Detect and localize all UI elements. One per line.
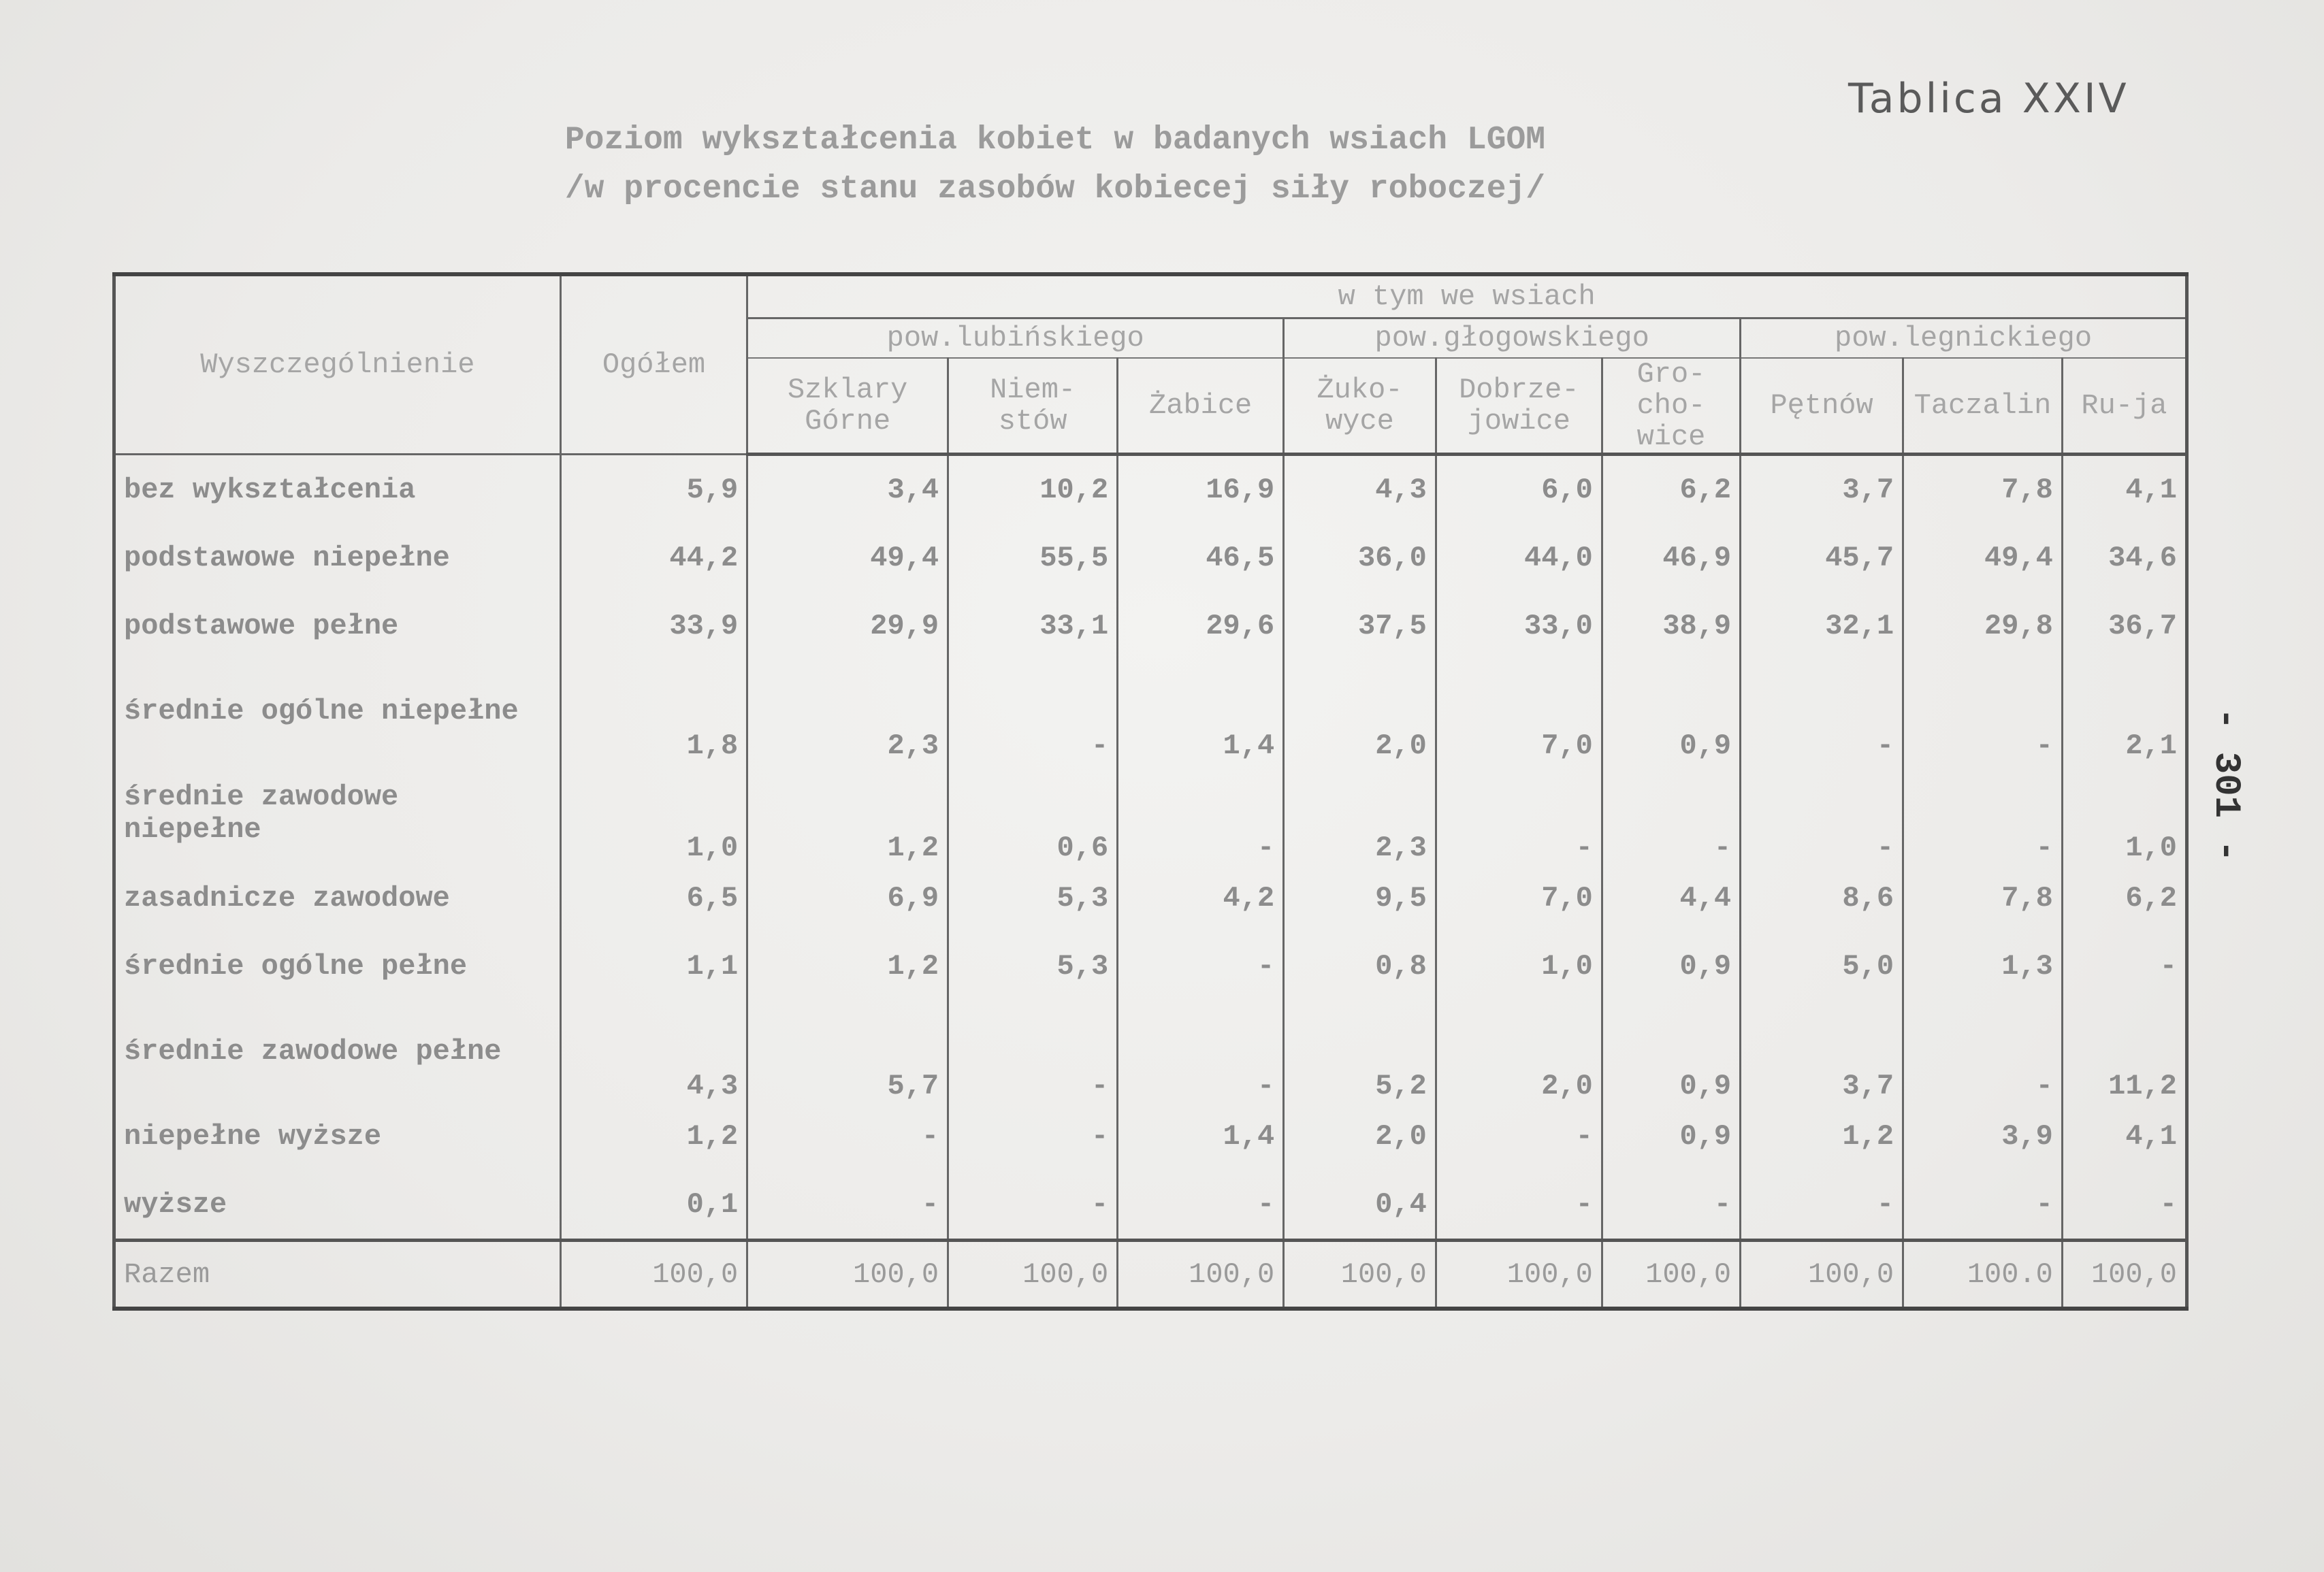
table-cell: 1,0 — [2062, 762, 2186, 864]
row-label: bez wykształcenia — [114, 455, 561, 525]
table-row — [114, 864, 2187, 932]
table-cell: 6,5 — [560, 864, 747, 932]
header-label-col: Wyszczególnienie — [114, 274, 561, 455]
table-row — [114, 1170, 2187, 1241]
header-village: Ru-ja — [2062, 358, 2186, 455]
table-cell: 8,6 — [1741, 864, 1903, 932]
table-cell: 33,1 — [948, 592, 1118, 660]
total-cell: 100,0 — [948, 1241, 1118, 1309]
education-table — [112, 272, 2189, 1311]
table-cell: 7,8 — [1903, 455, 2063, 525]
table-cell: 29,8 — [1903, 592, 2063, 660]
table-cell: 1,2 — [747, 762, 948, 864]
table-cell: 3,9 — [1903, 1102, 2063, 1170]
table-cell: 4,4 — [1602, 864, 1740, 932]
table-row — [114, 1000, 2187, 1102]
table-cell: - — [2062, 932, 2186, 1000]
table-cell: 1,0 — [560, 762, 747, 864]
table-cell: 6,2 — [1602, 455, 1740, 525]
table-cell: 1,2 — [1741, 1102, 1903, 1170]
table-body — [114, 455, 2187, 1309]
table-row — [114, 660, 2187, 762]
table-cell: 6,0 — [1436, 455, 1602, 525]
table-cell: - — [1118, 1000, 1284, 1102]
table-cell: - — [1741, 762, 1903, 864]
table-cell: - — [948, 1000, 1118, 1102]
table-cell: 4,3 — [560, 1000, 747, 1102]
table-cell: 36,0 — [1284, 524, 1436, 592]
table-row — [114, 1102, 2187, 1170]
table-cell: - — [1741, 1170, 1903, 1241]
table-row — [114, 592, 2187, 660]
row-label: wyższe — [114, 1170, 561, 1241]
table-cell: 44,2 — [560, 524, 747, 592]
row-label: niepełne wyższe — [114, 1102, 561, 1170]
table-cell: - — [1903, 660, 2063, 762]
table-cell: 33,0 — [1436, 592, 1602, 660]
header-village: Żuko-wyce — [1284, 358, 1436, 455]
row-label: średnie zawodowe pełne — [114, 1000, 561, 1102]
row-label: zasadnicze zawodowe — [114, 864, 561, 932]
row-label: średnie zawodowe niepełne — [114, 762, 561, 864]
total-cell: 100.0 — [1903, 1241, 2063, 1309]
table-cell: - — [2062, 1170, 2186, 1241]
table-cell: 55,5 — [948, 524, 1118, 592]
table-cell: 29,9 — [747, 592, 948, 660]
table-cell: 1,3 — [1903, 932, 2063, 1000]
table-cell: - — [1903, 1170, 2063, 1241]
table-cell: 45,7 — [1741, 524, 1903, 592]
table-cell: 36,7 — [2062, 592, 2186, 660]
header-district-lubin: pow.lubińskiego — [747, 318, 1284, 359]
table-cell: 4,2 — [1118, 864, 1284, 932]
table-cell: 5,0 — [1741, 932, 1903, 1000]
table-cell: 49,4 — [1903, 524, 2063, 592]
table-cell: 1,2 — [747, 932, 948, 1000]
header-row-group — [114, 274, 2187, 318]
table-cell: 0,4 — [1284, 1170, 1436, 1241]
table-cell: 4,1 — [2062, 1102, 2186, 1170]
title-line-1: Poziom wykształcenia kobiet w badanych wsiach LGOM — [564, 122, 1546, 159]
table-cell: 32,1 — [1741, 592, 1903, 660]
table-cell: 3,7 — [1741, 1000, 1903, 1102]
header-total-col: Ogółem — [560, 274, 747, 455]
table-cell: - — [1602, 762, 1740, 864]
table-cell: 4,1 — [2062, 455, 2186, 525]
header-village: Taczalin — [1903, 358, 2063, 455]
table-cell: - — [1903, 1000, 2063, 1102]
table-cell: - — [1436, 1170, 1602, 1241]
total-cell: 100,0 — [1284, 1241, 1436, 1309]
table-cell: 29,6 — [1118, 592, 1284, 660]
table-cell: 1,1 — [560, 932, 747, 1000]
table-cell: - — [1118, 932, 1284, 1000]
table-cell: - — [1741, 660, 1903, 762]
table-cell: 1,2 — [560, 1102, 747, 1170]
table-cell: 5,3 — [948, 932, 1118, 1000]
table-cell: - — [1118, 762, 1284, 864]
table-cell: 10,2 — [948, 455, 1118, 525]
table-cell: 2,1 — [2062, 660, 2186, 762]
table-cell: 11,2 — [2062, 1000, 2186, 1102]
table-cell: 37,5 — [1284, 592, 1436, 660]
page-number: - 301 - — [2205, 708, 2246, 862]
table-number-label: Tablica XXIV — [1848, 75, 2129, 122]
table-cell: 0,6 — [948, 762, 1118, 864]
header-village: Niem-stów — [948, 358, 1118, 455]
table-cell: - — [747, 1170, 948, 1241]
table-cell: 5,2 — [1284, 1000, 1436, 1102]
table-cell: 0,9 — [1602, 660, 1740, 762]
table-cell: 34,6 — [2062, 524, 2186, 592]
table-cell: - — [747, 1102, 948, 1170]
table-cell: 7,8 — [1903, 864, 2063, 932]
table-cell: 0,9 — [1602, 1102, 1740, 1170]
total-cell: 100,0 — [1118, 1241, 1284, 1309]
total-cell: 100,0 — [1602, 1241, 1740, 1309]
table-cell: 1,4 — [1118, 1102, 1284, 1170]
row-label: podstawowe niepełne — [114, 524, 561, 592]
table-cell: 0,8 — [1284, 932, 1436, 1000]
table-cell: 0,1 — [560, 1170, 747, 1241]
total-cell: 100,0 — [560, 1241, 747, 1309]
total-label: Razem — [114, 1241, 561, 1309]
table-cell: 2,3 — [747, 660, 948, 762]
total-cell: 100,0 — [2062, 1241, 2186, 1309]
table-title — [477, 116, 1634, 214]
table-cell: 0,9 — [1602, 1000, 1740, 1102]
header-village: Gro-cho-wice — [1602, 358, 1740, 455]
table-cell: 2,0 — [1284, 1102, 1436, 1170]
table-cell: 0,9 — [1602, 932, 1740, 1000]
table-cell: 2,3 — [1284, 762, 1436, 864]
table-cell: 4,3 — [1284, 455, 1436, 525]
table-cell: 6,9 — [747, 864, 948, 932]
table-cell: 33,9 — [560, 592, 747, 660]
table-cell: - — [1436, 762, 1602, 864]
table-cell: 44,0 — [1436, 524, 1602, 592]
header-district-legnica: pow.legnickiego — [1741, 318, 2187, 359]
table-cell: 7,0 — [1436, 660, 1602, 762]
table-row — [114, 455, 2187, 525]
table-cell: - — [1602, 1170, 1740, 1241]
table-cell: 5,7 — [747, 1000, 948, 1102]
total-cell: 100,0 — [747, 1241, 948, 1309]
row-label: średnie ogólne pełne — [114, 932, 561, 1000]
table-cell: 2,0 — [1284, 660, 1436, 762]
table-cell: 38,9 — [1602, 592, 1740, 660]
row-label: podstawowe pełne — [114, 592, 561, 660]
header-district-glogow: pow.głogowskiego — [1284, 318, 1741, 359]
table-cell: 1,8 — [560, 660, 747, 762]
table-cell: 3,4 — [747, 455, 948, 525]
table-cell: - — [948, 1102, 1118, 1170]
table-cell: - — [1436, 1102, 1602, 1170]
table-row — [114, 524, 2187, 592]
table-cell: 7,0 — [1436, 864, 1602, 932]
header-village: Żabice — [1118, 358, 1284, 455]
row-label: średnie ogólne niepełne — [114, 660, 561, 762]
table-cell: 49,4 — [747, 524, 948, 592]
header-village: Pętnów — [1741, 358, 1903, 455]
table-cell: 5,9 — [560, 455, 747, 525]
total-cell: 100,0 — [1436, 1241, 1602, 1309]
table-cell: 2,0 — [1436, 1000, 1602, 1102]
title-line-2: /w procencie stanu zasobów kobiecej siły roboczej/ — [564, 171, 1546, 208]
total-row — [114, 1241, 2187, 1309]
header-group-title: w tym we wsiach — [747, 274, 2187, 318]
table-row — [114, 762, 2187, 864]
table-cell: 6,2 — [2062, 864, 2186, 932]
total-cell: 100,0 — [1741, 1241, 1903, 1309]
table-row — [114, 932, 2187, 1000]
table-cell: 9,5 — [1284, 864, 1436, 932]
table-cell: - — [948, 1170, 1118, 1241]
table-cell: - — [1118, 1170, 1284, 1241]
table-cell: 5,3 — [948, 864, 1118, 932]
table-cell: - — [948, 660, 1118, 762]
table-cell: 16,9 — [1118, 455, 1284, 525]
header-village: Szklary Górne — [747, 358, 948, 455]
table-cell: - — [1903, 762, 2063, 864]
table-cell: 1,4 — [1118, 660, 1284, 762]
table-cell: 3,7 — [1741, 455, 1903, 525]
table-cell: 46,9 — [1602, 524, 1740, 592]
table-cell: 1,0 — [1436, 932, 1602, 1000]
header-village: Dobrze-jowice — [1436, 358, 1602, 455]
table-cell: 46,5 — [1118, 524, 1284, 592]
